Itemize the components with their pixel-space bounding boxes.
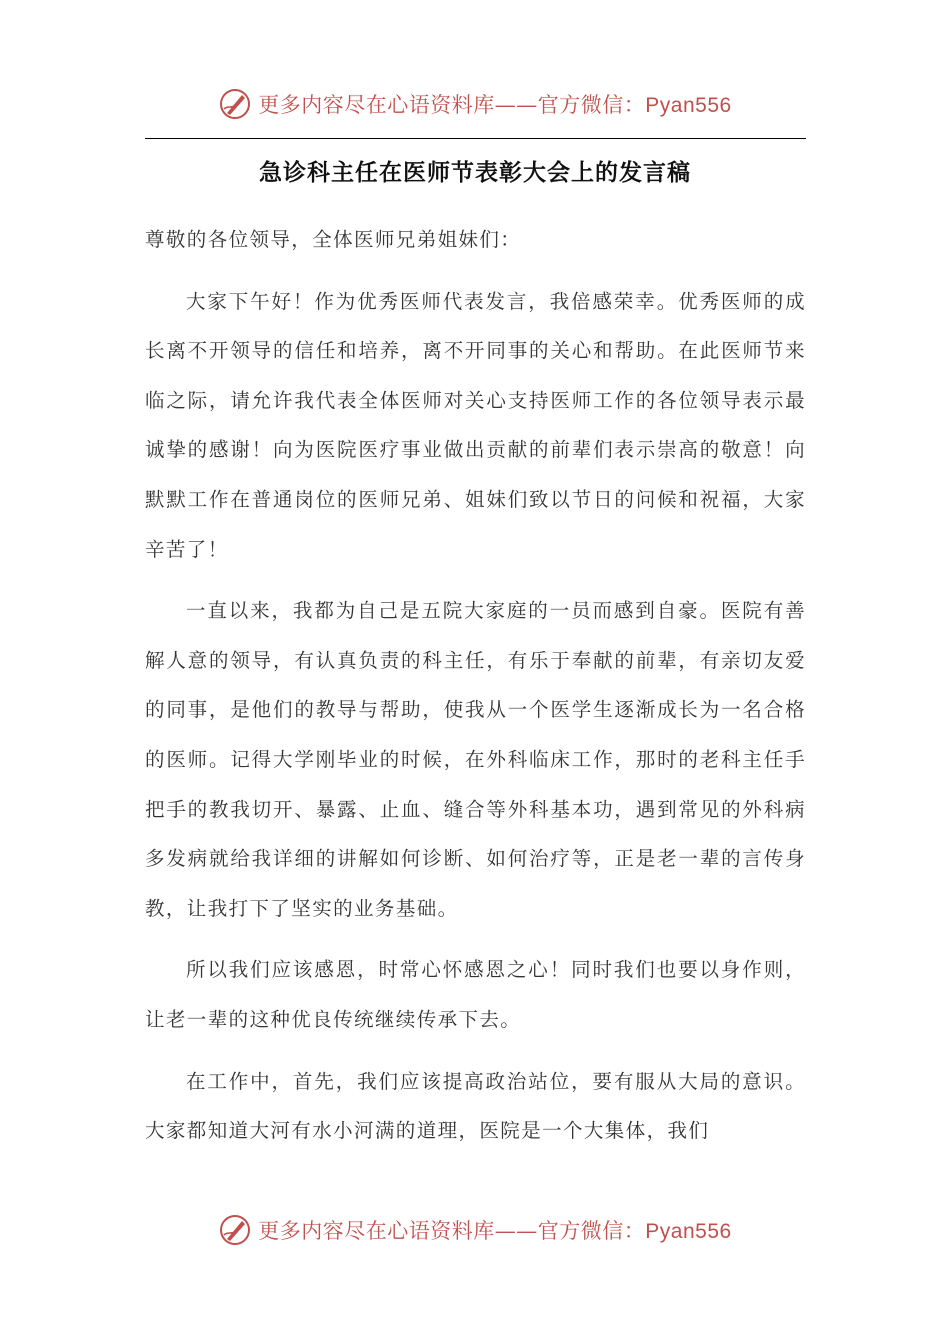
footer-separator: —— <box>494 1219 538 1243</box>
document-title: 急诊科主任在医师节表彰大会上的发言稿 <box>259 160 691 186</box>
paragraph: 在工作中，首先，我们应该提高政治站位，要有服从大局的意识。大家都知道大河有水小河满的道理，医院是一个大集体，我们 <box>145 1069 806 1143</box>
header-site-name: 更多内容尽在心语资料库 <box>258 93 495 117</box>
footer-wechat-id: Pyan556 <box>645 1220 732 1243</box>
quill-pen-icon <box>218 1213 252 1247</box>
header-wechat-id: Pyan556 <box>645 94 732 117</box>
footer-site-name: 更多内容尽在心语资料库 <box>258 1219 495 1243</box>
document-body <box>145 215 806 1168</box>
quill-pen-icon <box>218 87 252 121</box>
paragraph: 一直以来，我都为自己是五院大家庭的一员而感到自豪。医院有善解人意的领导，有认真负责的科主任，有乐于奉献的前辈，有亲切友爱的同事，是他们的教导与帮助，使我从一个医学生逐渐成长为一名合格的医师。记得大学刚毕业的时候，在外科临床工作，那时的老科主任手把手的教我切开、暴露、止血、缝合等外科基本功，遇到常见的外科病多发病就给我详细的讲解如何诊断、如何治疗等，正是老一辈的言传身教，让我打下了坚实的业务基础。 <box>145 599 806 920</box>
footer-banner <box>0 1210 950 1250</box>
salutation: 尊敬的各位领导，全体医师兄弟姐妹们： <box>145 228 522 251</box>
footer-text <box>258 1215 731 1245</box>
paragraph: 大家下午好！作为优秀医师代表发言，我倍感荣幸。优秀医师的成长离不开领导的信任和培养，离不开同事的关心和帮助。在此医师节来临之际，请允许我代表全体医师对关心支持医师工作的各位领导表示最诚挚的感谢！向为医院医疗事业做出贡献的前辈们表示崇高的敬意！向默默工作在普通岗位的医师兄弟、姐妹们致以节日的问候和祝福，大家辛苦了！ <box>145 289 806 561</box>
header-separator: —— <box>494 93 538 117</box>
header-banner <box>0 84 950 124</box>
header-wechat-label: 官方微信： <box>537 93 646 117</box>
footer-wechat-label: 官方微信： <box>537 1219 646 1243</box>
paragraph: 所以我们应该感恩，时常心怀感恩之心！同时我们也要以身作则，让老一辈的这种优良传统继续传承下去。 <box>145 958 806 1031</box>
header-text <box>258 89 731 119</box>
header-divider <box>145 138 806 139</box>
